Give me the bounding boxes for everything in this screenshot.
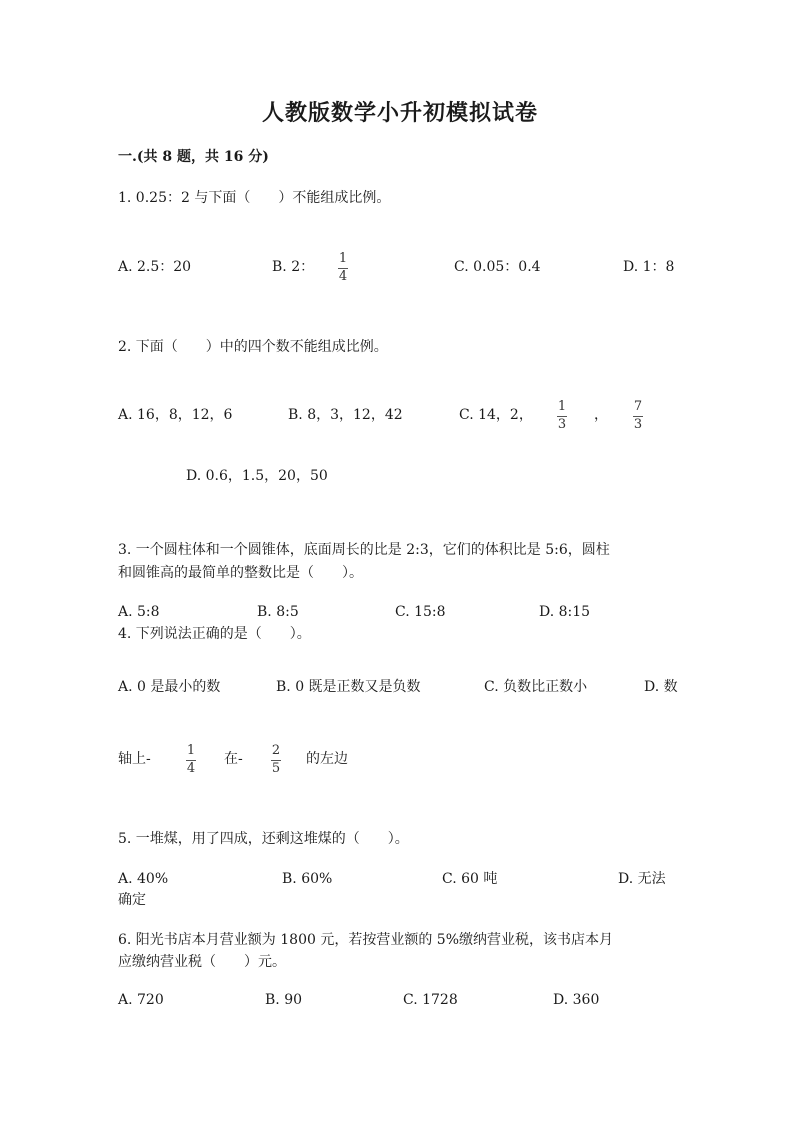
question-4-option-b: B. 0 既是正数又是负数: [276, 679, 421, 695]
question-2-option-d: D. 0.6，1.5，20，50: [186, 468, 328, 484]
question-5-option-b: B. 60%: [282, 871, 333, 887]
question-4-line-2-prefix: 轴上-: [118, 751, 151, 767]
question-1-fraction: [338, 252, 348, 284]
fraction-denominator: 3: [633, 417, 643, 432]
question-4-fraction-2: [271, 744, 281, 776]
question-2-comma: ，: [594, 407, 608, 423]
question-4-option-d: D. 数: [644, 679, 678, 695]
question-2-fraction-2: [633, 400, 643, 432]
question-3-option-a: A. 5:8: [118, 604, 160, 620]
question-3-stem-line-1: 3. 一个圆柱体和一个圆锥体，底面周长的比是 2:3，它们的体积比是 5:6，圆柱: [118, 542, 610, 558]
question-5-option-d-wrap: 确定: [118, 892, 146, 908]
page-title: 人教版数学小升初模拟试卷: [261, 100, 538, 126]
question-6-stem-line-2: 应缴纳营业税（ ）元。: [118, 954, 286, 970]
question-6-option-a: A. 720: [118, 992, 164, 1008]
fraction-numerator: 1: [186, 743, 196, 758]
question-2-fraction-1: [557, 400, 567, 432]
question-3-option-b: B. 8:5: [257, 604, 299, 620]
question-1-option-c: C. 0.05：0.4: [454, 259, 541, 275]
question-1-option-a: A. 2.5：20: [118, 259, 192, 275]
question-3-option-d: D. 8:15: [539, 604, 591, 620]
question-2-stem: 2. 下面（ ）中的四个数不能组成比例。: [118, 339, 388, 355]
question-1-stem: 1. 0.25：2 与下面（ ）不能组成比例。: [118, 190, 391, 206]
fraction-numerator: 2: [271, 743, 281, 758]
fraction-denominator: 4: [338, 269, 348, 284]
question-4-fraction-1: [186, 744, 196, 776]
question-3-stem-line-2: 和圆锥高的最简单的整数比是（ ）。: [118, 565, 363, 581]
fraction-numerator: 1: [338, 251, 348, 266]
question-5-option-c: C. 60 吨: [442, 871, 498, 887]
question-3-option-c: C. 15:8: [395, 604, 446, 620]
question-6-option-c: C. 1728: [403, 992, 458, 1008]
question-5-stem: 5. 一堆煤，用了四成，还剩这堆煤的（ ）。: [118, 831, 409, 847]
question-5-option-d: D. 无法: [618, 871, 666, 887]
question-2-option-a: A. 16，8，12，6: [118, 407, 233, 423]
question-2-option-c: C. 14，2，: [459, 407, 533, 423]
question-2-option-b: B. 8，3，12，42: [288, 407, 403, 423]
fraction-denominator: 4: [186, 761, 196, 776]
question-4-line-2-middle: 在-: [224, 751, 243, 767]
question-1-option-b: B. 2：: [272, 259, 315, 275]
question-6-option-b: B. 90: [265, 992, 303, 1008]
question-5-option-a: A. 40%: [118, 871, 169, 887]
fraction-denominator: 3: [557, 417, 567, 432]
fraction-numerator: 1: [557, 399, 567, 414]
question-4-option-a: A. 0 是最小的数: [118, 679, 221, 695]
section-heading: 一.(共 8 题，共 16 分): [118, 149, 269, 165]
fraction-numerator: 7: [633, 399, 643, 414]
question-4-line-2-suffix: 的左边: [306, 751, 348, 767]
question-6-option-d: D. 360: [553, 992, 600, 1008]
question-4-option-c: C. 负数比正数小: [484, 679, 588, 695]
question-6-stem-line-1: 6. 阳光书店本月营业额为 1800 元，若按营业额的 5%缴纳营业税，该书店本月: [118, 932, 613, 948]
fraction-denominator: 5: [271, 761, 281, 776]
question-1-option-d: D. 1：8: [623, 259, 675, 275]
question-4-stem: 4. 下列说法正确的是（ ）。: [118, 626, 311, 642]
